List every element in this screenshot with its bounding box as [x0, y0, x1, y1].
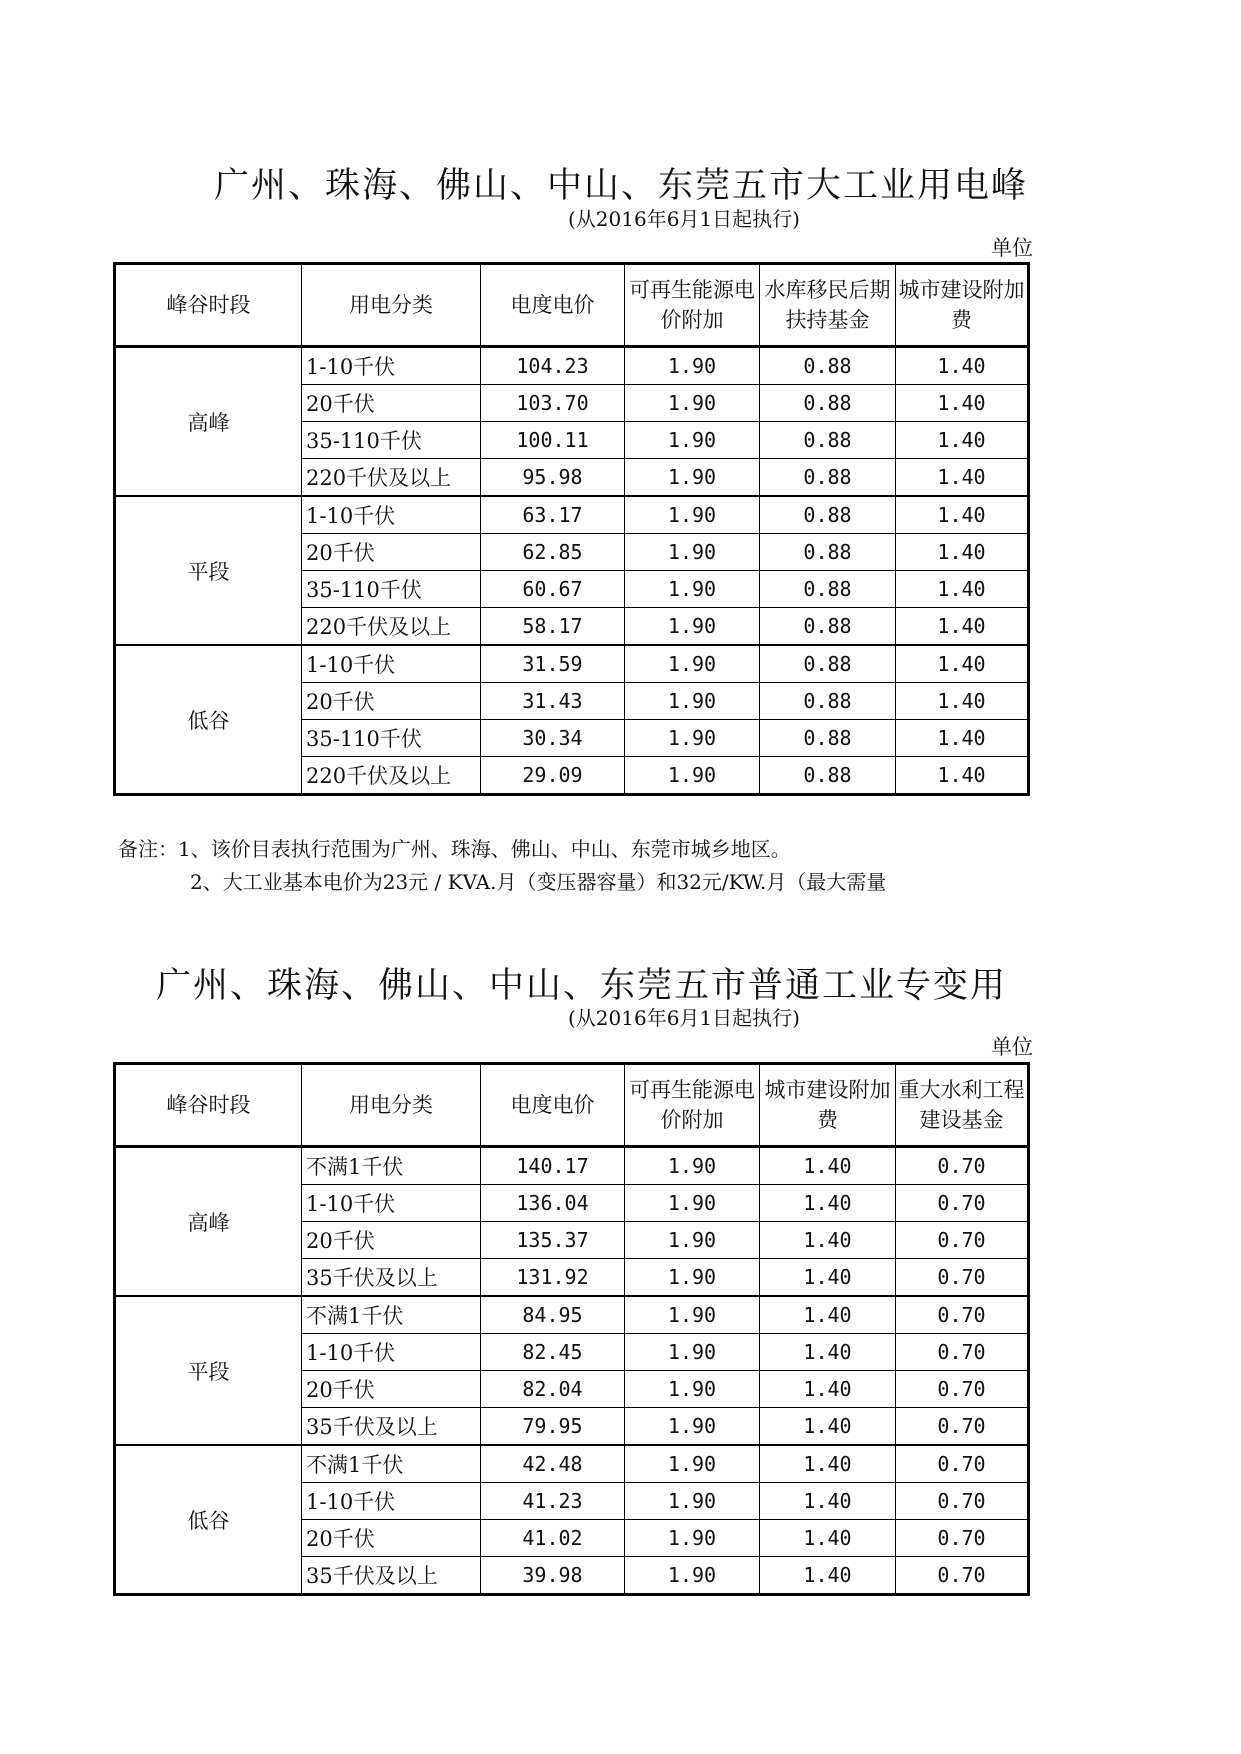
category-cell: 20千伏 — [302, 534, 481, 571]
table-row — [115, 645, 1029, 683]
table2-unit: 单位 — [991, 1035, 1033, 1059]
value-cell: 0.70 — [896, 1520, 1029, 1557]
column-header: 重大水利工程建设基金 — [896, 1064, 1029, 1147]
category-cell: 20千伏 — [302, 1222, 481, 1259]
category-cell: 35千伏及以上 — [302, 1557, 481, 1595]
value-cell: 1.40 — [760, 1520, 896, 1557]
value-cell: 42.48 — [481, 1445, 625, 1483]
column-header: 城市建设附加费 — [896, 264, 1029, 347]
value-cell: 1.90 — [625, 1185, 760, 1222]
value-cell: 1.90 — [625, 534, 760, 571]
category-cell: 220千伏及以上 — [302, 459, 481, 497]
category-cell: 1-10千伏 — [302, 1483, 481, 1520]
category-cell: 35千伏及以上 — [302, 1259, 481, 1297]
value-cell: 103.70 — [481, 385, 625, 422]
column-header: 用电分类 — [302, 264, 481, 347]
value-cell: 0.88 — [760, 720, 896, 757]
value-cell: 0.88 — [760, 683, 896, 720]
value-cell: 1.90 — [625, 1557, 760, 1595]
value-cell: 60.67 — [481, 571, 625, 608]
value-cell: 1.90 — [625, 1483, 760, 1520]
table-row — [115, 1445, 1029, 1483]
value-cell: 62.85 — [481, 534, 625, 571]
value-cell: 0.70 — [896, 1483, 1029, 1520]
value-cell: 1.40 — [760, 1259, 896, 1297]
value-cell: 1.90 — [625, 1147, 760, 1185]
value-cell: 0.88 — [760, 347, 896, 385]
value-cell: 0.88 — [760, 645, 896, 683]
category-cell: 不满1千伏 — [302, 1296, 481, 1334]
value-cell: 0.70 — [896, 1147, 1029, 1185]
category-cell: 不满1千伏 — [302, 1445, 481, 1483]
value-cell: 0.70 — [896, 1334, 1029, 1371]
table2 — [113, 1062, 1030, 1596]
category-cell: 35-110千伏 — [302, 571, 481, 608]
value-cell: 1.90 — [625, 1445, 760, 1483]
category-cell: 1-10千伏 — [302, 1185, 481, 1222]
value-cell: 95.98 — [481, 459, 625, 497]
value-cell: 1.90 — [625, 757, 760, 795]
value-cell: 1.40 — [896, 347, 1029, 385]
value-cell: 1.40 — [760, 1222, 896, 1259]
value-cell: 1.40 — [896, 720, 1029, 757]
value-cell: 1.40 — [760, 1185, 896, 1222]
value-cell: 84.95 — [481, 1296, 625, 1334]
value-cell: 30.34 — [481, 720, 625, 757]
value-cell: 0.70 — [896, 1259, 1029, 1297]
category-cell: 20千伏 — [302, 385, 481, 422]
value-cell: 1.40 — [760, 1147, 896, 1185]
value-cell: 1.40 — [896, 683, 1029, 720]
value-cell: 1.90 — [625, 683, 760, 720]
value-cell: 1.40 — [760, 1557, 896, 1595]
value-cell: 0.88 — [760, 757, 896, 795]
value-cell: 1.40 — [760, 1445, 896, 1483]
value-cell: 140.17 — [481, 1147, 625, 1185]
category-cell: 1-10千伏 — [302, 1334, 481, 1371]
category-cell: 35-110千伏 — [302, 720, 481, 757]
value-cell: 1.40 — [896, 422, 1029, 459]
period-cell: 低谷 — [115, 1445, 302, 1595]
note-2: 2、大工业基本电价为23元 / KVA.月（变压器容量）和32元/KW.月（最大需量 — [190, 870, 887, 894]
category-cell: 35-110千伏 — [302, 422, 481, 459]
value-cell: 1.40 — [896, 385, 1029, 422]
value-cell: 1.40 — [760, 1408, 896, 1446]
value-cell: 0.70 — [896, 1222, 1029, 1259]
value-cell: 1.40 — [896, 571, 1029, 608]
value-cell: 79.95 — [481, 1408, 625, 1446]
table1-title: 广州、珠海、佛山、中山、东莞五市大工业用电峰 — [214, 166, 1029, 206]
category-cell: 20千伏 — [302, 683, 481, 720]
value-cell: 1.90 — [625, 1334, 760, 1371]
value-cell: 0.88 — [760, 534, 896, 571]
category-cell: 20千伏 — [302, 1371, 481, 1408]
value-cell: 131.92 — [481, 1259, 625, 1297]
category-cell: 35千伏及以上 — [302, 1408, 481, 1446]
table1-unit: 单位 — [991, 236, 1033, 260]
category-cell: 20千伏 — [302, 1520, 481, 1557]
table-row — [115, 1296, 1029, 1334]
column-header: 峰谷时段 — [115, 1064, 302, 1147]
value-cell: 41.23 — [481, 1483, 625, 1520]
value-cell: 1.40 — [896, 645, 1029, 683]
column-header: 电度电价 — [481, 1064, 625, 1147]
table-row — [115, 496, 1029, 534]
value-cell: 39.98 — [481, 1557, 625, 1595]
value-cell: 58.17 — [481, 608, 625, 646]
value-cell: 1.40 — [760, 1371, 896, 1408]
value-cell: 1.90 — [625, 1259, 760, 1297]
value-cell: 1.90 — [625, 459, 760, 497]
column-header: 水库移民后期扶持基金 — [760, 264, 896, 347]
value-cell: 104.23 — [481, 347, 625, 385]
value-cell: 1.90 — [625, 1296, 760, 1334]
table1 — [113, 262, 1030, 796]
value-cell: 1.90 — [625, 645, 760, 683]
value-cell: 31.43 — [481, 683, 625, 720]
column-header: 峰谷时段 — [115, 264, 302, 347]
value-cell: 136.04 — [481, 1185, 625, 1222]
column-header: 可再生能源电价附加 — [625, 264, 760, 347]
period-cell: 高峰 — [115, 1147, 302, 1297]
value-cell: 1.40 — [896, 534, 1029, 571]
table-row — [115, 347, 1029, 385]
column-header: 城市建设附加费 — [760, 1064, 896, 1147]
column-header: 用电分类 — [302, 1064, 481, 1147]
category-cell: 不满1千伏 — [302, 1147, 481, 1185]
value-cell: 1.90 — [625, 385, 760, 422]
value-cell: 1.40 — [896, 608, 1029, 646]
value-cell: 1.90 — [625, 347, 760, 385]
value-cell: 0.88 — [760, 608, 896, 646]
value-cell: 1.40 — [896, 496, 1029, 534]
value-cell: 135.37 — [481, 1222, 625, 1259]
period-cell: 平段 — [115, 1296, 302, 1445]
value-cell: 1.90 — [625, 1371, 760, 1408]
value-cell: 1.40 — [896, 459, 1029, 497]
value-cell: 0.70 — [896, 1185, 1029, 1222]
category-cell: 220千伏及以上 — [302, 757, 481, 795]
value-cell: 82.04 — [481, 1371, 625, 1408]
value-cell: 63.17 — [481, 496, 625, 534]
value-cell: 0.70 — [896, 1408, 1029, 1446]
period-cell: 低谷 — [115, 645, 302, 795]
value-cell: 0.88 — [760, 571, 896, 608]
value-cell: 1.90 — [625, 608, 760, 646]
value-cell: 1.90 — [625, 1520, 760, 1557]
value-cell: 100.11 — [481, 422, 625, 459]
value-cell: 1.90 — [625, 496, 760, 534]
value-cell: 0.70 — [896, 1296, 1029, 1334]
value-cell: 1.90 — [625, 422, 760, 459]
value-cell: 29.09 — [481, 757, 625, 795]
period-cell: 平段 — [115, 496, 302, 645]
value-cell: 31.59 — [481, 645, 625, 683]
value-cell: 0.88 — [760, 385, 896, 422]
header-row — [115, 264, 1029, 347]
table2-subtitle: (从2016年6月1日起执行) — [568, 1006, 800, 1030]
category-cell: 220千伏及以上 — [302, 608, 481, 646]
value-cell: 0.70 — [896, 1557, 1029, 1595]
value-cell: 1.90 — [625, 571, 760, 608]
value-cell: 0.88 — [760, 459, 896, 497]
category-cell: 1-10千伏 — [302, 496, 481, 534]
value-cell: 0.70 — [896, 1371, 1029, 1408]
value-cell: 1.90 — [625, 1222, 760, 1259]
value-cell: 1.90 — [625, 720, 760, 757]
value-cell: 0.88 — [760, 422, 896, 459]
value-cell: 41.02 — [481, 1520, 625, 1557]
value-cell: 1.90 — [625, 1408, 760, 1446]
column-header: 电度电价 — [481, 264, 625, 347]
note-1: 备注：1、该价目表执行范围为广州、珠海、佛山、中山、东莞市城乡地区。 — [118, 837, 791, 861]
category-cell: 1-10千伏 — [302, 347, 481, 385]
value-cell: 0.70 — [896, 1445, 1029, 1483]
category-cell: 1-10千伏 — [302, 645, 481, 683]
table-row — [115, 1147, 1029, 1185]
value-cell: 1.40 — [760, 1483, 896, 1520]
value-cell: 82.45 — [481, 1334, 625, 1371]
table2-title: 广州、珠海、佛山、中山、东莞五市普通工业专变用 — [156, 966, 1008, 1006]
period-cell: 高峰 — [115, 347, 302, 497]
header-row — [115, 1064, 1029, 1147]
value-cell: 1.40 — [760, 1296, 896, 1334]
value-cell: 0.88 — [760, 496, 896, 534]
value-cell: 1.40 — [896, 757, 1029, 795]
column-header: 可再生能源电价附加 — [625, 1064, 760, 1147]
table1-subtitle: (从2016年6月1日起执行) — [568, 207, 800, 231]
value-cell: 1.40 — [760, 1334, 896, 1371]
